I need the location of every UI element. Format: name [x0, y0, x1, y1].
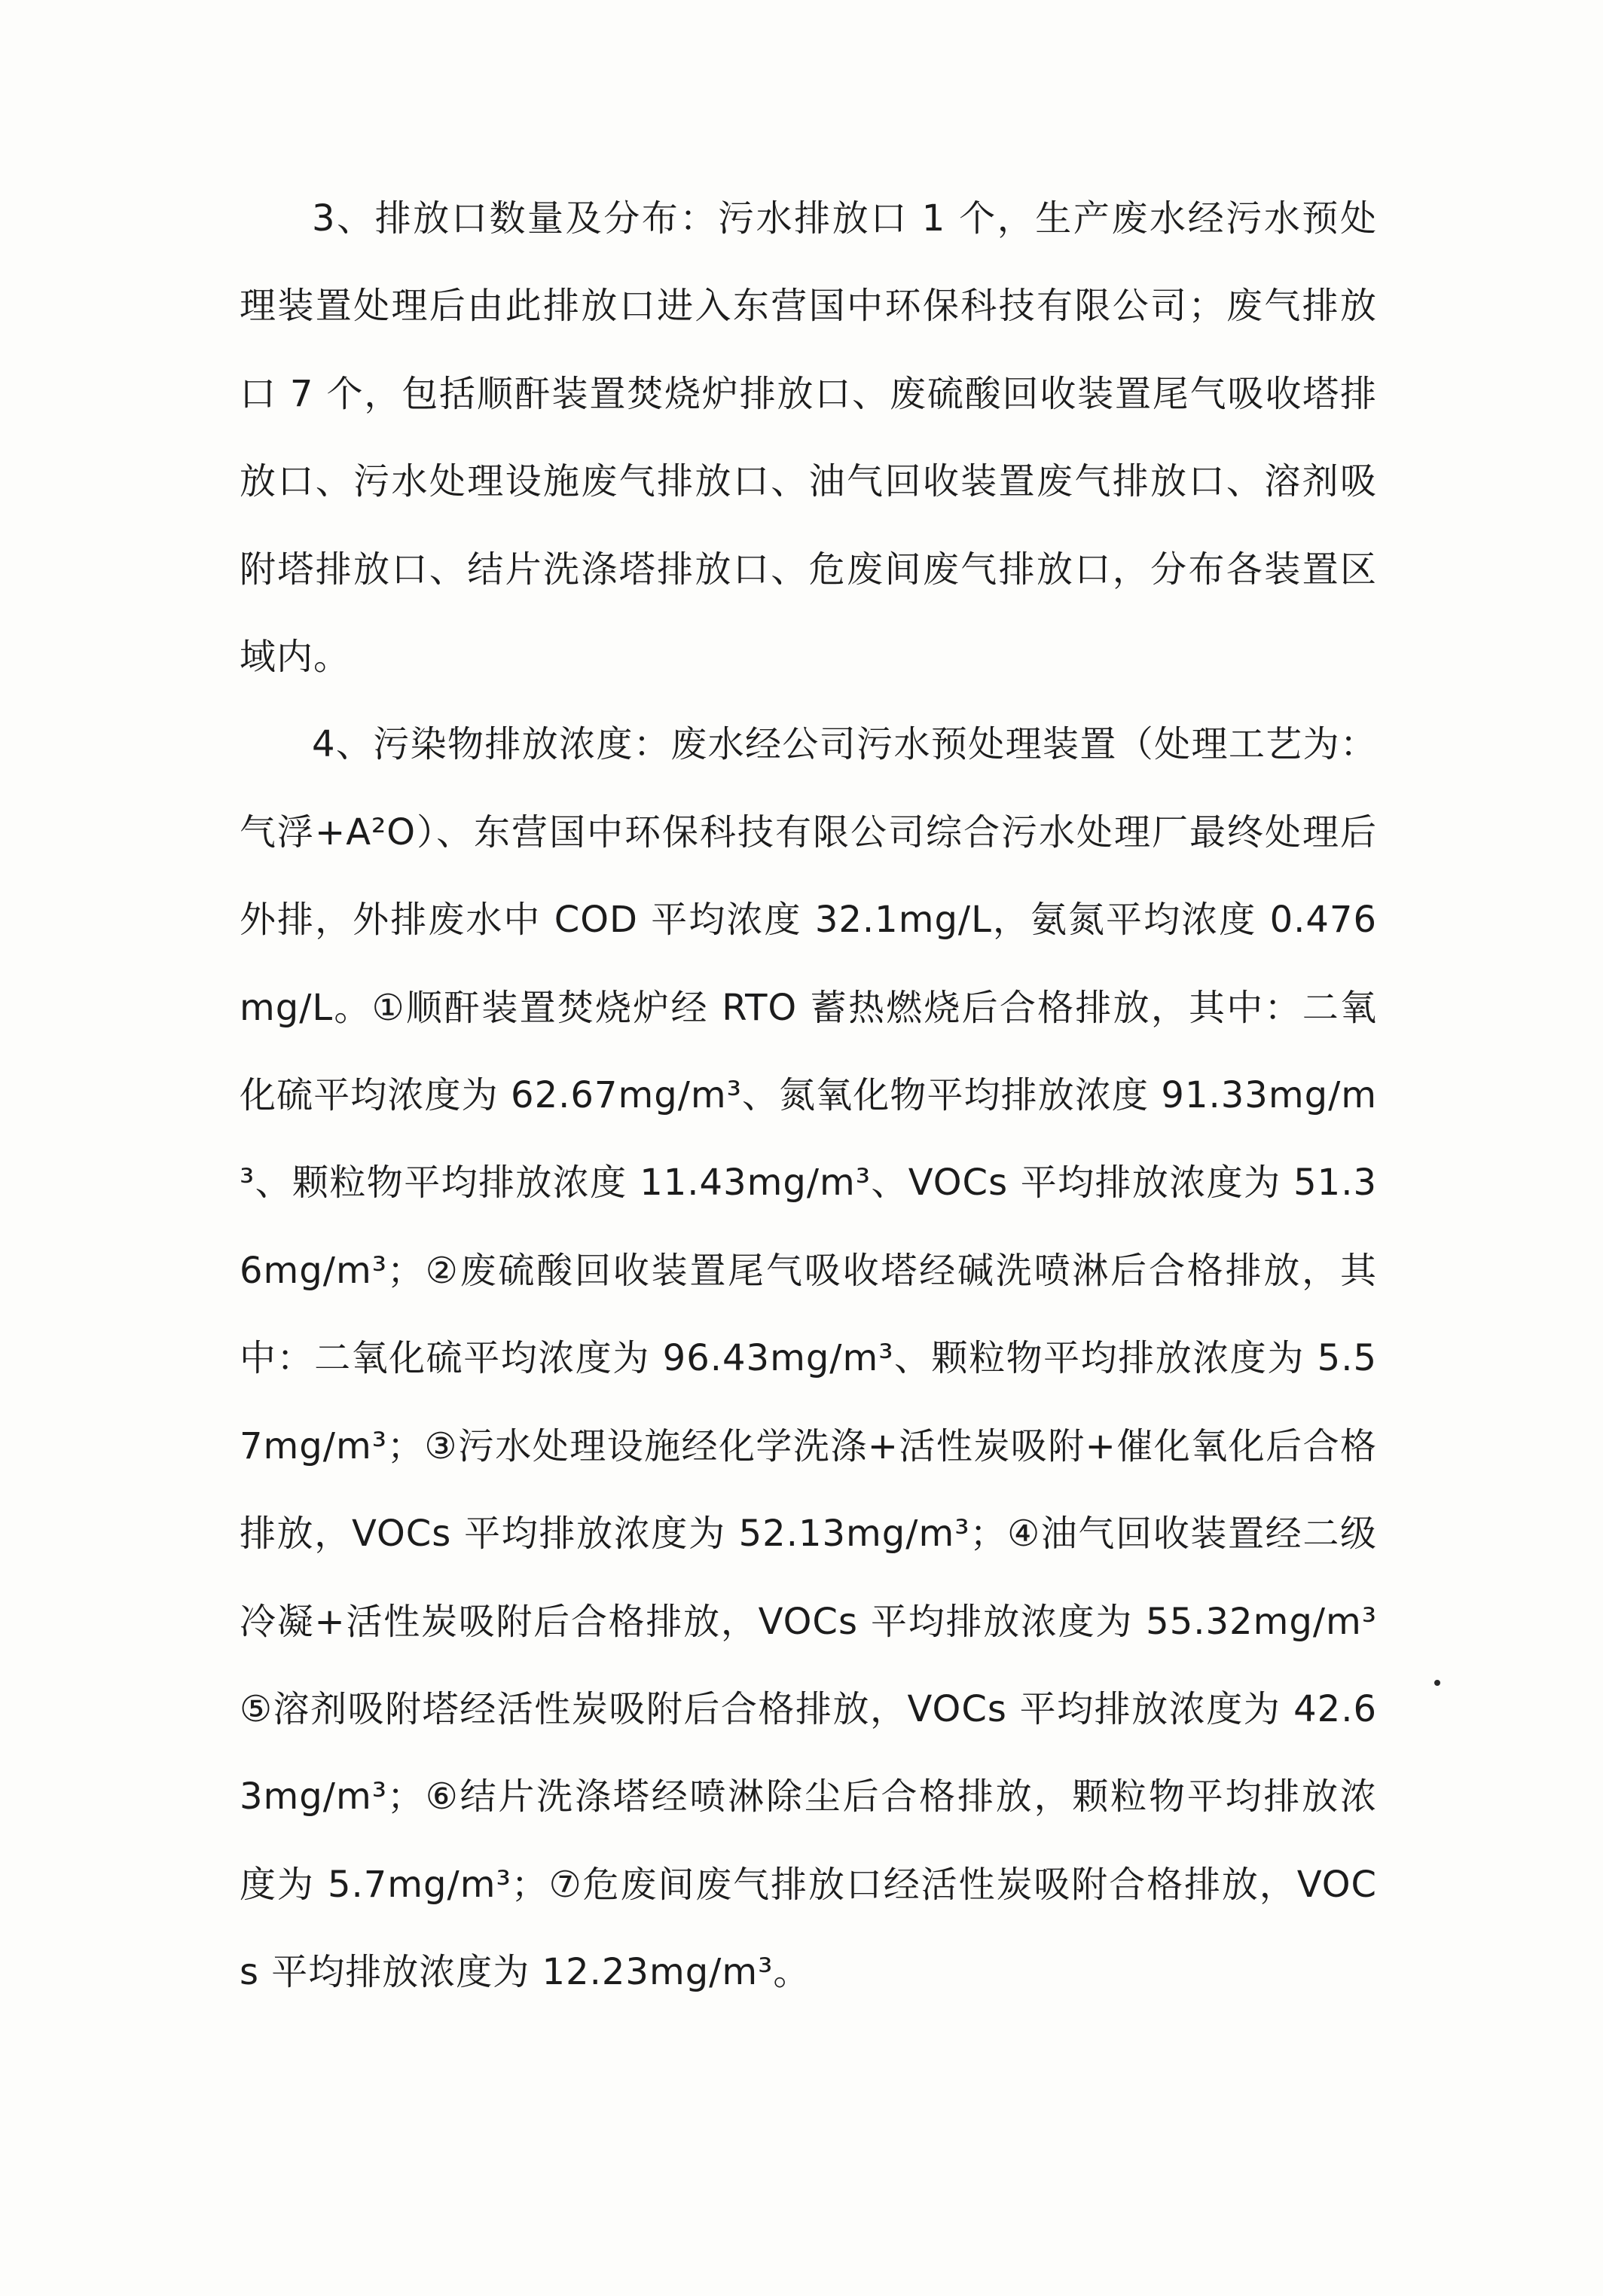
paragraph-outlets: 3、排放口数量及分布：污水排放口 1 个，生产废水经污水预处理装置处理后由此排放口进入东营国中环保科技有限公司；废气排放口 7 个，包括顺酐装置焚烧炉排放口、废硫酸回收装置尾气吸收塔排放口、污水处理设施废气排放口、油气回收装置废气排放口、溶剂吸附塔排放口、结片洗涤塔排放口、危废间废气排放口，分布各装置区域内。	[240, 197, 1377, 679]
document-body	[240, 175, 1377, 2017]
scan-speck	[1434, 1680, 1440, 1686]
paragraph-concentrations: 4、污染物排放浓度：废水经公司污水预处理装置（处理工艺为：气浮+A²O）、东营国中环保科技有限公司综合污水处理厂最终处理后外排，外排废水中 COD 平均浓度 32.1mg/L，氨氮平均浓度 0.476mg/L。①顺酐装置焚烧炉经 RTO 蓄热燃烧后合格排放，其中：二氧化硫平均浓度为 62.67mg/m³、氮氧化物平均排放浓度 91.33mg/m³、颗粒物平均排放浓度 11.43mg/m³、VOCs 平均排放浓度为 51.36mg/m³；②废硫酸回收装置尾气吸收塔经碱洗喷淋后合格排放，其中：二氧化硫平均浓度为 96.43mg/m³、颗粒物平均排放浓度为 5.57mg/m³；③污水处理设施经化学洗涤+活性炭吸附+催化氧化后合格排放，VOCs 平均排放浓度为 52.13mg/m³；④油气回收装置经二级冷凝+活性炭吸附后合格排放，VOCs 平均排放浓度为 55.32mg/m³⑤溶剂吸附塔经活性炭吸附后合格排放，VOCs 平均排放浓度为 42.63mg/m³；⑥结片洗涤塔经喷淋除尘后合格排放，颗粒物平均排放浓度为 5.7mg/m³；⑦危废间废气排放口经活性炭吸附合格排放，VOCs 平均排放浓度为 12.23mg/m³。	[240, 723, 1377, 1994]
